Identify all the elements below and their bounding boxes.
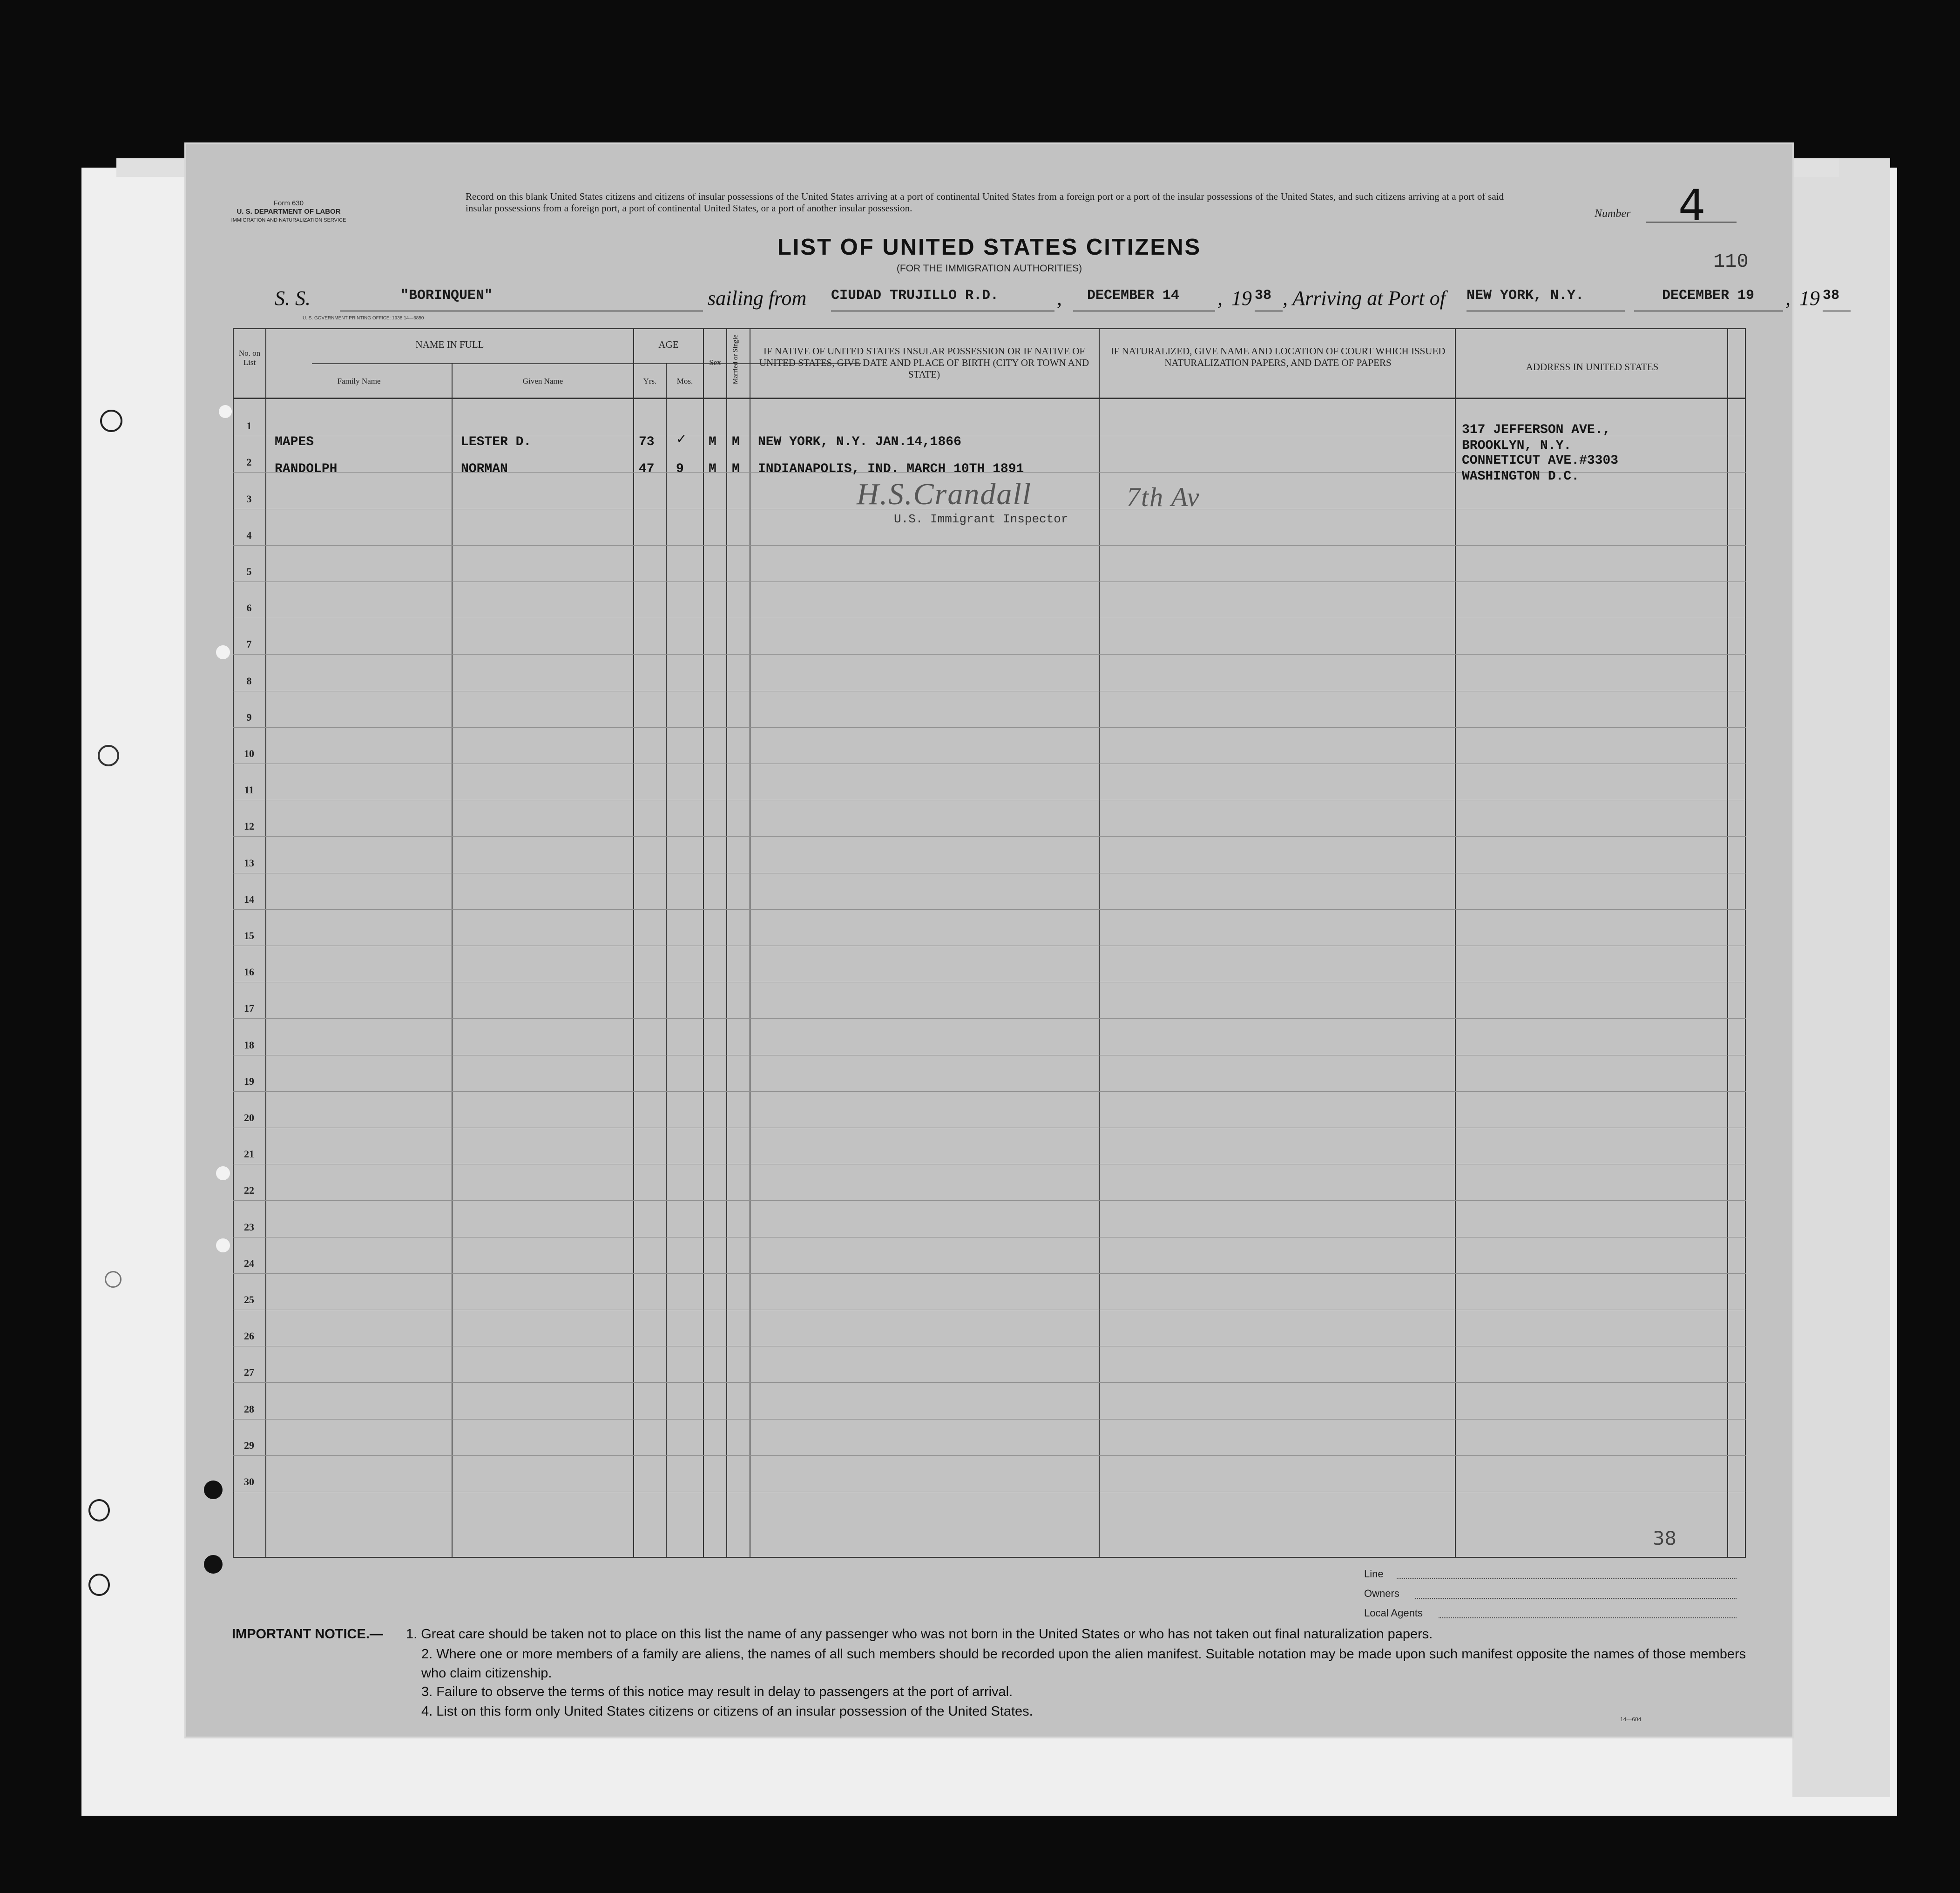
row-number: 24 (244, 1257, 254, 1269)
row-number: 13 (244, 857, 254, 869)
department-name: U. S. DEPARTMENT OF LABOR (237, 208, 341, 216)
row-number: 17 (244, 1002, 254, 1014)
notice-item-4: 4. List on this form only United States citizens or citizens of an insular possession of the United States. (421, 1704, 1033, 1719)
form-code: 14—604 (1620, 1716, 1642, 1723)
row-number: 19 (244, 1075, 254, 1087)
row-number: 5 (246, 566, 252, 577)
header-name-in-full: NAME IN FULL (415, 339, 484, 350)
punch-hole (204, 1481, 223, 1499)
row-2-mos: 9 (676, 462, 684, 476)
owners-field (1415, 1598, 1737, 1599)
number-label: Number (1595, 208, 1631, 220)
punch-hole (216, 1238, 230, 1252)
table-bottom-rule (233, 1557, 1746, 1558)
row-1-birth: NEW YORK, N.Y. JAN.14,1866 (758, 435, 961, 449)
row-number: 6 (246, 602, 252, 614)
header-native: IF NATIVE OF UNITED STATES INSULAR POSSESSION OR IF NATIVE OF UNITED STATES, GIVE DATE AND PLACE OF BIRTH (CITY OR TOWN AND STATE) (759, 345, 1089, 380)
row-number: 11 (244, 784, 254, 796)
row-2-address-line-1: CONNETICUT AVE.#3303 (1462, 453, 1619, 468)
row-2-address-line-2: WASHINGTON D.C. (1462, 469, 1580, 484)
row-number: 22 (244, 1184, 254, 1197)
header-given-name: Given Name (522, 377, 563, 385)
arrival-year: 38 (1823, 286, 1851, 311)
row-1-married: M (732, 435, 740, 449)
punch-hole (219, 405, 232, 418)
passenger-table (233, 328, 1746, 1562)
header-no-on-list: No. on List (238, 349, 261, 367)
departure-date: DECEMBER 14 (1073, 286, 1215, 311)
row-rule (233, 545, 1746, 546)
col-rule (1727, 328, 1728, 1558)
row-number: 27 (244, 1366, 254, 1379)
notice-item-1: 1. Great care should be taken not to place on this list the name of any passenger who was not born in the United States or who has not taken out final naturalization papers. (406, 1627, 1433, 1642)
row-number: 23 (244, 1221, 254, 1233)
notice-item-3: 3. Failure to observe the terms of this notice may result in delay to passengers at the port of arrival. (421, 1684, 1013, 1699)
inspector-title: U.S. Immigrant Inspector (894, 512, 1068, 526)
line-field (1397, 1578, 1737, 1579)
header-rule (233, 398, 1746, 399)
voyage-line: S. S. "BORINQUEN" sailing from CIUDAD TRUJILLO R.D. , DECEMBER 14 , 19 38 , Arriving at Port of NEW YORK, N.Y. DECEMBER 19 , 19 38 (275, 286, 1774, 314)
manifest-page (186, 144, 1840, 1737)
form-instructions: Record on this blank United States citizens and citizens of insular possessions of the United States arriving at a port of continental United States from a foreign port or a port of the insular possessions of the United States, and such citizens arriving at a port of said insular possessions from a foreign port, a port of continental United States, or a port of another insular possession. (466, 191, 1504, 214)
row-number: 26 (244, 1330, 254, 1342)
port-of-departure: CIUDAD TRUJILLO R.D. (831, 286, 1054, 311)
row-1-address-line-1: 317 JEFFERSON AVE., (1462, 423, 1611, 437)
line-label: Line (1364, 1568, 1384, 1580)
row-1-sex: M (709, 435, 716, 449)
row-rule (233, 909, 1746, 910)
arrival-date: DECEMBER 19 (1634, 286, 1783, 311)
row-rule (233, 1455, 1746, 1456)
row-1-address-line-2: BROOKLYN, N.Y. (1462, 439, 1572, 453)
row-number: 25 (244, 1294, 254, 1305)
row-number: 21 (244, 1148, 254, 1160)
col-rule (1745, 328, 1746, 1558)
ship-name: "BORINQUEN" (340, 286, 703, 311)
row-number: 16 (244, 966, 254, 978)
punch-hole (105, 1271, 122, 1288)
row-rule (233, 1273, 1746, 1274)
row-1-mos: ✓ (676, 431, 687, 446)
row-rule (233, 1382, 1746, 1383)
row-number: 14 (244, 893, 254, 905)
ss-label: S. S. (275, 287, 311, 310)
list-number: 4 (1678, 181, 1706, 230)
inspector-signature: H.S.Crandall (857, 477, 1032, 511)
row-rule (233, 581, 1746, 582)
punch-hole (216, 645, 230, 659)
pencil-total: 38 (1653, 1528, 1676, 1549)
row-rule (233, 654, 1746, 655)
row-number: 4 (246, 529, 252, 541)
punch-hole (88, 1499, 110, 1521)
printer-note: U. S. GOVERNMENT PRINTING OFFICE: 1938 14—6850 (303, 316, 424, 321)
col-rule (703, 328, 704, 1558)
table-top-rule (233, 328, 1746, 329)
row-1-given-name: LESTER D. (461, 435, 532, 449)
form-number: Form 630 (273, 199, 304, 207)
row-rule (233, 1419, 1746, 1420)
row-2-given-name: NORMAN (461, 462, 508, 476)
row-rule (233, 836, 1746, 837)
punch-hole (216, 1166, 230, 1180)
handwritten-annotation: 7th Av (1127, 482, 1200, 512)
row-number: 2 (246, 456, 252, 468)
header-address: ADDRESS IN UNITED STATES (1526, 361, 1659, 372)
header-family-name: Family Name (337, 377, 381, 385)
arriving-label: , Arriving at Port of (1283, 287, 1446, 310)
service-name: IMMIGRATION AND NATURALIZATION SERVICE (231, 217, 346, 223)
sailing-label: sailing from (708, 287, 807, 310)
row-number: 7 (246, 638, 252, 650)
agents-label: Local Agents (1364, 1607, 1423, 1619)
row-number: 28 (244, 1403, 254, 1415)
row-number: 20 (244, 1112, 254, 1123)
row-1-family-name: MAPES (275, 435, 314, 449)
header-naturalized: IF NATURALIZED, GIVE NAME AND LOCATION OF COURT WHICH ISSUED NATURALIZATION PAPERS, AND DATE OF PAPERS (1110, 345, 1446, 368)
row-rule (233, 1091, 1746, 1092)
row-2-sex: M (709, 462, 716, 476)
row-2-family-name: RANDOLPH (275, 462, 338, 476)
notice-item-2: 2. Where one or more members of a family are aliens, the names of all such members should be recorded upon the alien manifest. Suitable notation may be made upon such manifest opposite the names of those members who claim citizenship. (421, 1647, 1746, 1681)
form-identification (219, 199, 358, 224)
page-subtitle: (FOR THE IMMIGRATION AUTHORITIES) (896, 263, 1082, 274)
page-title: LIST OF UNITED STATES CITIZENS (777, 235, 1202, 260)
row-rule (233, 727, 1746, 728)
col-rule (666, 363, 667, 1558)
row-rule (233, 1018, 1746, 1019)
punch-hole (100, 410, 122, 432)
header-yrs: Yrs. (643, 377, 657, 385)
row-2-married: M (732, 462, 740, 476)
header-married-or-single: Married or Single (732, 334, 739, 385)
row-number: 8 (246, 675, 252, 687)
col-rule (265, 328, 266, 1558)
row-number: 1 (246, 420, 252, 432)
row-number: 3 (246, 493, 252, 505)
header-age: AGE (658, 339, 679, 350)
row-2-yrs: 47 (639, 462, 655, 476)
col-rule (633, 328, 634, 1558)
year-prefix-2: 19 (1799, 287, 1820, 310)
row-number: 9 (246, 711, 252, 723)
row-number: 15 (244, 930, 254, 941)
punch-hole (98, 745, 119, 766)
owners-label: Owners (1364, 1588, 1399, 1599)
col-rule (452, 363, 453, 1558)
col-rule (1099, 328, 1100, 1558)
punch-hole (88, 1574, 110, 1596)
row-number: 18 (244, 1039, 254, 1051)
header-sex: Sex (709, 358, 721, 367)
under-sheet-right (1792, 158, 1890, 1797)
row-number: 10 (244, 748, 254, 759)
row-rule (233, 1200, 1746, 1201)
punch-hole (204, 1555, 223, 1574)
col-rule (726, 328, 727, 1558)
col-rule (1455, 328, 1456, 1558)
stamped-page-number: 110 (1713, 250, 1749, 273)
port-of-arrival: NEW YORK, N.Y. (1467, 286, 1625, 311)
year-prefix-1: 19 (1231, 287, 1252, 310)
notice-heading: IMPORTANT NOTICE.— (232, 1627, 383, 1642)
departure-year: 38 (1255, 286, 1283, 311)
row-1-yrs: 73 (639, 435, 655, 449)
header-mos: Mos. (676, 377, 693, 385)
row-number: 12 (244, 820, 254, 832)
agents-field (1439, 1617, 1737, 1618)
row-number: 30 (244, 1476, 254, 1487)
row-2-birth: INDIANAPOLIS, IND. MARCH 10TH 1891 (758, 462, 1024, 476)
row-number: 29 (244, 1439, 254, 1451)
